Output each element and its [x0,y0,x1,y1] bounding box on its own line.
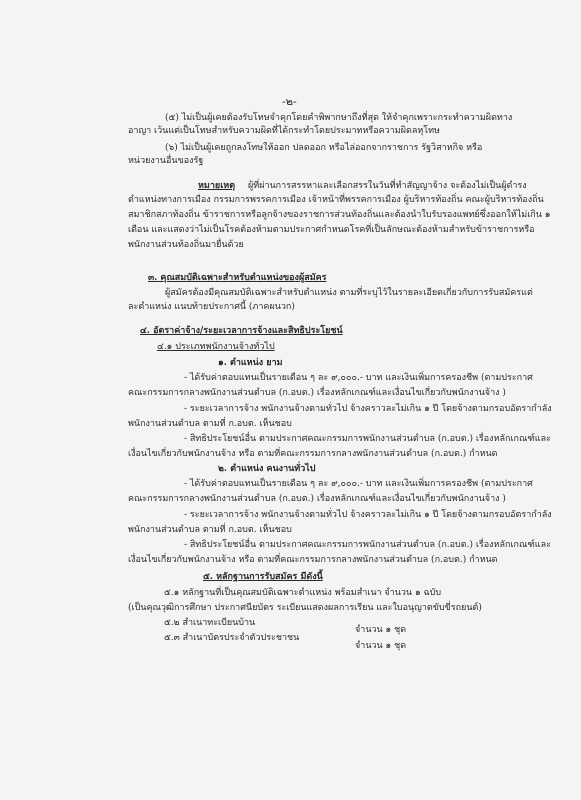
qual-line-6-cont: หน่วยงานอื่นของรัฐ [128,156,204,166]
position-1-pay-cont: คณะกรรมการกลางพนักงานส่วนตำบล (ก.อบต.) เรื่องหลักเกณฑ์และเงื่อนไขเกี่ยวกับพนักงานจ้าง ) [128,388,506,398]
section-3-line-2: ละตำแหน่ง แนบท้ายประกาศนี้ (ภาคผนวก) [128,302,295,312]
position-2-term-cont: พนักงานส่วนตำบล ตามที่ ก.อบต. เห็นชอบ [128,525,292,535]
qual-line-5-cont: อาญา เว้นแต่เป็นโทษสำหรับความผิดที่ได้กระทำโดยประมาทหรือความผิดลหุโทษ [128,126,440,136]
section-5-heading: ๕. หลักฐานการรับสมัคร มีดังนี้ [203,572,323,582]
qual-line-6: (๖) ไม่เป็นผู้เคยถูกลงโทษให้ออก ปลดออก หรือไล่ออกจากราชการ รัฐวิสาหกิจ หรือ [165,143,483,153]
remark-line-4: เดือน และแสดงว่าไม่เป็นโรคต้องห้ามตามประกาศกำหนดโรคที่เป็นลักษณะต้องห้ามสำหรับข้าราชการหรือ [128,225,535,235]
position-1-term-cont: พนักงานส่วนตำบล ตามที่ ก.อบต. เห็นชอบ [128,419,292,429]
remark-line-1: ผู้ที่ผ่านการสรรหาและเลือกสรรในวันที่ทำสัญญาจ้าง จะต้องไม่เป็นผู้ดำรง [248,181,527,191]
doc-5-1: ๕.๑ หลักฐานที่เป็นคุณสมบัติเฉพาะตำแหน่ง พร้อมสำเนา จำนวน ๑ ฉบับ [164,588,442,598]
position-1-title: ๑. ตำแหน่ง ยาม [218,358,283,368]
remark-line-3: สมาชิกสภาท้องถิ่น ข้าราชการหรือลูกจ้างของราชการส่วนท้องถิ่นและต้องนำใบรับรองแพทย์ซึ่งออกให้ไม่เกิน ๑ [128,210,551,220]
doc-5-2: ๕.๒ สำเนาทะเบียนบ้าน [164,618,256,628]
position-2-term: - ระยะเวลาการจ้าง พนักงานจ้างตามทั่วไป จ้างคราวละไม่เกิน ๑ ปี โดยจ้างตามกรอบอัตรากำลัง [184,510,552,520]
position-2-pay-cont: คณะกรรมการกลางพนักงานส่วนตำบล (ก.อบต.) เรื่องหลักเกณฑ์และเงื่อนไขเกี่ยวกับพนักงานจ้าง ) [128,494,506,504]
doc-5-1-cont: (เป็นคุณวุฒิการศึกษา ประกาศนียบัตร ระเบียนแสดงผลการเรียน และใบอนุญาตขับขี่รถยนต์) [128,603,482,613]
position-1-term: - ระยะเวลาการจ้าง พนักงานจ้างตามทั่วไป จ้างคราวละไม่เกิน ๑ ปี โดยจ้างตามกรอบอัตรากำลัง [184,404,552,414]
doc-5-2-quantity: จำนวน ๑ ชุด [355,625,407,635]
doc-5-3: ๕.๓ สำเนาบัตรประจำตัวประชาชน [164,633,300,643]
section-4-heading: ๔. อัตราค่าจ้าง/ระยะเวลาการจ้างและสิทธิประโยชน์ [140,326,343,336]
remark-line-2: ตำแหน่งทางการเมือง กรรมการพรรคการเมือง เจ้าหน้าที่พรรคการเมือง ผู้บริหารท้องถิ่น คณะผู้บริหารท้องถิ่น [128,195,544,205]
position-2-benefits: - สิทธิประโยชน์อื่น ตามประกาศคณะกรรมการพนักงานส่วนตำบล (ก.อบต.) เรื่องหลักเกณฑ์และ [184,540,551,550]
position-1-pay: - ได้รับค่าตอบแทนเป็นรายเดือน ๆ ละ ๙,๐๐๐.- บาท และเงินเพิ่มการครองชีพ (ตามประกาศ [184,373,533,383]
position-2-title: ๒. ตำแหน่ง คนงานทั่วไป [218,464,316,474]
doc-5-3-quantity: จำนวน ๑ ชุด [355,641,407,651]
qual-line-5: (๕) ไม่เป็นผู้เคยต้องรับโทษจำคุกโดยคำพิพากษาถึงที่สุด ให้จำคุกเพราะกระทำความผิดทาง [165,113,513,123]
remark-label: หมายเหตุ [198,181,236,191]
section-4-1-heading: ๔.๑ ประเภทพนักงานจ้างทั่วไป [157,342,275,352]
page-number: -๒- [282,95,297,108]
position-2-benefits-cont: เงื่อนไขเกี่ยวกับพนักงานจ้าง หรือ ตามที่คณะกรรมการกลางพนักงานส่วนตำบล (ก.อบต.) กำหนด [128,555,498,565]
section-3-line-1: ผู้สมัครต้องมีคุณสมบัติเฉพาะสำหรับตำแหน่ง ตามที่ระบุไว้ในรายละเอียดเกี่ยวกับการรับสมัครแต่ [165,288,533,298]
position-2-pay: - ได้รับค่าตอบแทนเป็นรายเดือน ๆ ละ ๙,๐๐๐.- บาท และเงินเพิ่มการครองชีพ (ตามประกาศ [184,479,533,489]
section-3-heading: ๓. คุณสมบัติเฉพาะสำหรับตำแหน่งของผู้สมัคร [148,273,327,283]
position-1-benefits: - สิทธิประโยชน์อื่น ตามประกาศคณะกรรมการพนักงานส่วนตำบล (ก.อบต.) เรื่องหลักเกณฑ์และ [184,434,551,444]
position-1-benefits-cont: เงื่อนไขเกี่ยวกับพนักงานจ้าง หรือ ตามที่คณะกรรมการกลางพนักงานส่วนตำบล (ก.อบต.) กำหนด [128,449,498,459]
remark-line-5: พนักงานส่วนท้องถิ่นมายื่นด้วย [128,240,244,250]
